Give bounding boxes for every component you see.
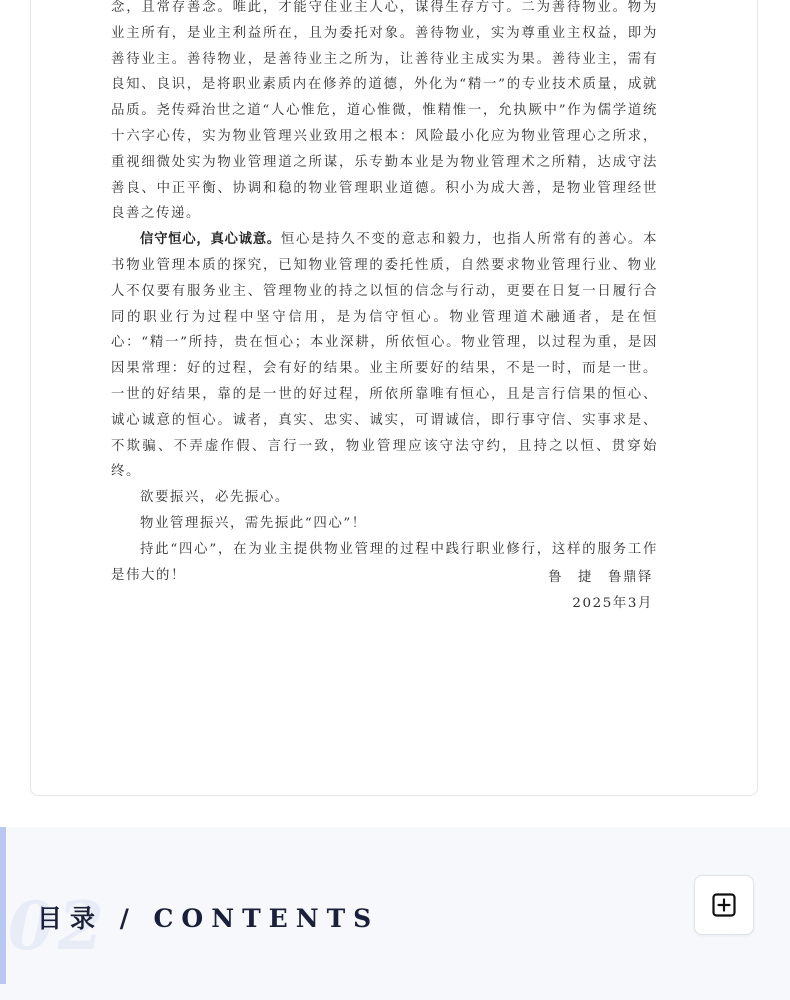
toc-section-header <box>0 827 790 1000</box>
preface-paragraph-1: 念，且常存善念。唯此，才能守住业主人心，谋得生存方寸。二为善待物业。物为业主所有，是业主利益所在，且为委托对象。善待物业，实为尊重业主权益，即为善待业主。善待物业，是善待业主之所为，让善待业主成实为果。善待业主，需有良知、良识，是将职业素质内在修养的道德，外化为“精一”的专业技术质量，成就品质。尧传舜治世之道“人心惟危，道心惟微，惟精惟一，允执厥中”作为儒学道统十六字心传，实为物业管理兴业致用之根本：风险最小化应为物业管理心之所求，重视细微处实为物业管理道之所谋，乐专勤本业是为物业管理术之所精，达成守法善良、中正平衡、协调和稳的物业管理职业道德。积小为成大善，是物业管理经世良善之传递。 <box>111 0 658 222</box>
toc-expand-button[interactable] <box>694 875 754 935</box>
preface-authors: 鲁 捷 鲁鼎铎 <box>548 570 653 585</box>
preface-date: 2025年3月 <box>572 596 653 611</box>
section-number: 02 <box>8 887 108 965</box>
preface-body <box>111 0 658 588</box>
preface-paragraph-4: 物业管理振兴，需先振此“四心”！ <box>140 515 367 531</box>
plus-square-icon <box>711 892 737 918</box>
preface-paragraph-2: 信守恒心，真心诚意。恒心是持久不变的意志和毅力，也指人所常有的善心。本书物业管理本质的探究，已知物业管理的委托性质，自然要求物业管理行业、物业人不仅要有服务业主、管理物业的持之以恒的信念与行动，更要在日复一日履行合同的职业行为过程中坚守信用，是为信守恒心。物业管理道术融通者，是在恒心：“精一”所持，贵在恒心；本业深耕，所依恒心。物业管理，以过程为重，是因因果常理：好的过程，会有好的结果。业主所要好的结果，不是一时，而是一世。一世的好结果，靠的是一世的好过程，所依所靠唯有恒心，且是言行信果的恒心、诚心诚意的恒心。诚者，真实、忠实、诚实，可谓诚信，即行事守信、实事求是、不欺骗、不弄虚作假、言行一致，物业管理应该守法守约，且持之以恒、贯穿始终。 <box>111 232 659 480</box>
preface-paragraph-3: 欲要振兴，必先振心。 <box>140 490 290 506</box>
toc-accent-bar <box>0 827 6 984</box>
preface-paragraph-5: 持此“四心”，在为业主提供物业管理的过程中践行职业修行，这样的服务工作是伟大的！ <box>111 541 658 583</box>
paragraph-lead: 信守恒心，真心诚意。 <box>140 232 281 248</box>
toc-title: 目录 / CONTENTS <box>37 904 380 933</box>
